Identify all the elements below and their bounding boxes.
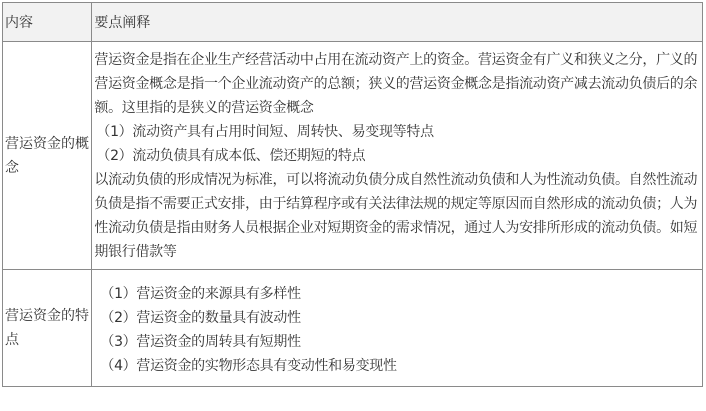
list-item: （2）营运资金的数量具有波动性 (100, 310, 301, 326)
list-item: （1）流动资产具有占用时间短、周转快、易变现等特点 (96, 123, 434, 140)
list-item: （4）营运资金的实物形态具有变动性和易变现性 (100, 358, 397, 374)
header-cell-explanation: 要点阐释 (92, 3, 703, 42)
row-content-concept (92, 42, 703, 270)
header-cell-content: 内容 (3, 3, 92, 42)
content-table (2, 2, 703, 387)
table-row (3, 42, 703, 270)
row-label-concept: 营运资金的概念 (3, 42, 92, 270)
paragraph: 以流动负债的形成情况为标准，可以将流动负债分成自然性流动负债和人为性流动负债。自然性流动负债是指不需要正式安排，由于结算程序或有关法律法规的规定等原因而自然形成的流动负债；人为性流动负债是指由财务人员根据企业对短期资金的需求情况，通过人为安排所形成的流动负债。如短期银行借款等 (94, 171, 698, 260)
list-item: （2）流动负债具有成本低、偿还期短的特点 (96, 147, 366, 164)
table-row (3, 270, 703, 387)
paragraph: 营运资金是指在企业生产经营活动中占用在流动资产上的资金。营运资金有广义和狭义之分，广义的营运资金概念是指一个企业流动资产的总额；狭义的营运资金概念是指流动资产减去流动负债后的余额。这里指的是狭义的营运资金概念 (94, 51, 698, 116)
list-item: （3）营运资金的周转具有短期性 (100, 334, 301, 350)
row-content-features (92, 270, 703, 387)
table-header-row (3, 3, 703, 42)
row-label-features: 营运资金的特点 (3, 270, 92, 387)
list-item: （1）营运资金的来源具有多样性 (100, 286, 301, 302)
